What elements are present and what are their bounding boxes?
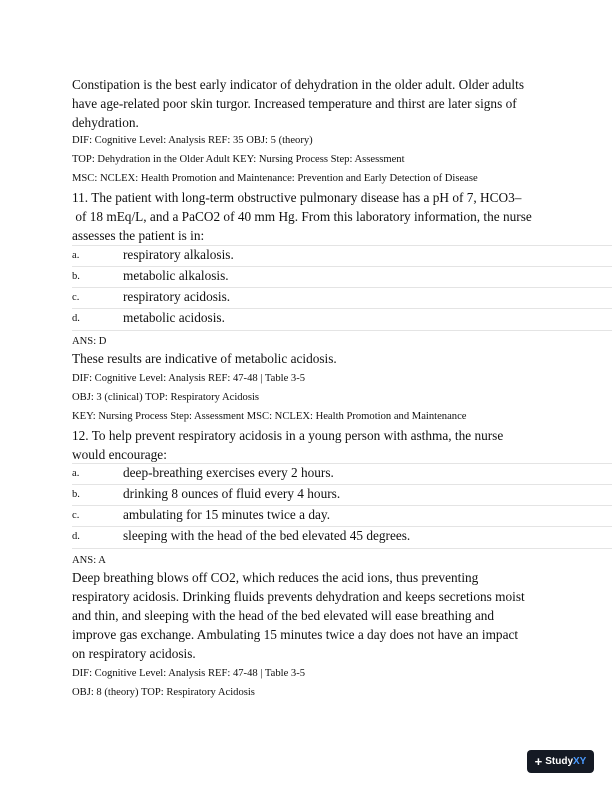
option-letter: a. bbox=[72, 468, 80, 479]
text-line: improve gas exchange. Ambulating 15 minutes twice a day does not have an impact bbox=[72, 627, 519, 642]
option-text: ambulating for 15 minutes twice a day. bbox=[123, 507, 331, 522]
option-letter: d. bbox=[72, 313, 80, 324]
text-line: and thin, and sleeping with the head of the bed elevated will ease breathing and bbox=[72, 608, 495, 623]
meta-line: MSC: NCLEX: Health Promotion and Maintenance: Prevention and Early Detection of Disease bbox=[72, 173, 478, 184]
answer-label: ANS: D bbox=[72, 336, 107, 347]
option-row bbox=[72, 505, 612, 527]
answer-label: ANS: A bbox=[72, 555, 106, 566]
option-row bbox=[72, 526, 612, 549]
question-11-stem: of 18 mEq/L, and a PaCO2 of 40 mm Hg. From this laboratory information, the nurse bbox=[72, 209, 532, 224]
plus-icon: + bbox=[534, 754, 543, 769]
option-letter: c. bbox=[72, 510, 80, 521]
text-line: dehydration. bbox=[72, 115, 139, 130]
option-letter: c. bbox=[72, 292, 80, 303]
meta-line: KEY: Nursing Process Step: Assessment MSC: NCLEX: Health Promotion and Maintenance bbox=[72, 411, 467, 422]
option-letter: b. bbox=[72, 489, 80, 500]
option-letter: d. bbox=[72, 531, 80, 542]
option-letter: b. bbox=[72, 271, 80, 282]
text-line: respiratory acidosis. Drinking fluids prevents dehydration and keeps secretions moist bbox=[72, 589, 525, 604]
meta-line: DIF: Cognitive Level: Analysis REF: 47-48 | Table 3-5 bbox=[72, 373, 306, 384]
question-11-stem: assesses the patient is in: bbox=[72, 228, 205, 243]
option-row bbox=[72, 287, 612, 309]
brand-accent: XY bbox=[573, 756, 587, 767]
option-text: deep-breathing exercises every 2 hours. bbox=[123, 465, 334, 480]
option-text: metabolic alkalosis. bbox=[123, 268, 229, 283]
meta-line: DIF: Cognitive Level: Analysis REF: 47-48 | Table 3-5 bbox=[72, 668, 306, 679]
text-line: have age-related poor skin turgor. Increased temperature and thirst are later signs of bbox=[72, 96, 517, 111]
option-row bbox=[72, 463, 612, 485]
option-letter: a. bbox=[72, 250, 80, 261]
meta-line: OBJ: 3 (clinical) TOP: Respiratory Acidosis bbox=[72, 392, 260, 403]
meta-line: TOP: Dehydration in the Older Adult KEY: Nursing Process Step: Assessment bbox=[72, 154, 405, 165]
option-text: drinking 8 ounces of fluid every 4 hours. bbox=[123, 486, 341, 501]
text-line: on respiratory acidosis. bbox=[72, 646, 196, 661]
text-line: Constipation is the best early indicator of dehydration in the older adult. Older adults bbox=[72, 77, 524, 92]
option-row bbox=[72, 245, 612, 267]
question-12-stem: would encourage: bbox=[72, 447, 167, 462]
option-row bbox=[72, 484, 612, 506]
studyxy-badge[interactable] bbox=[527, 750, 594, 773]
meta-line: DIF: Cognitive Level: Analysis REF: 35 OBJ: 5 (theory) bbox=[72, 135, 313, 146]
option-row bbox=[72, 308, 612, 331]
option-text: metabolic acidosis. bbox=[123, 310, 225, 325]
question-11-stem: 11. The patient with long-term obstructive pulmonary disease has a pH of 7, HCO3– bbox=[72, 190, 522, 205]
option-row bbox=[72, 266, 612, 288]
option-text: sleeping with the head of the bed elevated 45 degrees. bbox=[123, 528, 411, 543]
brand-main: Study bbox=[545, 756, 574, 767]
rationale-text: These results are indicative of metabolic acidosis. bbox=[72, 351, 337, 366]
question-12-stem: 12. To help prevent respiratory acidosis in a young person with asthma, the nurse bbox=[72, 428, 504, 443]
meta-line: OBJ: 8 (theory) TOP: Respiratory Acidosis bbox=[72, 687, 255, 698]
text-line: Deep breathing blows off CO2, which reduces the acid ions, thus preventing bbox=[72, 570, 479, 585]
option-text: respiratory alkalosis. bbox=[123, 247, 234, 262]
option-text: respiratory acidosis. bbox=[123, 289, 231, 304]
